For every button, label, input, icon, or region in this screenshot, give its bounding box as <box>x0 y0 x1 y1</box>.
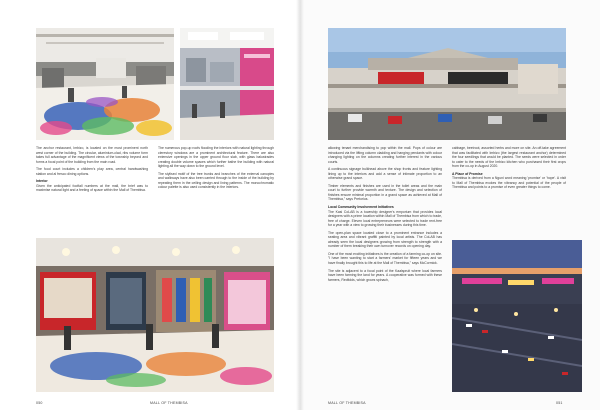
body-paragraph: The food court includes a children's play area, central handwashing station and al fresco dining options. <box>36 167 148 176</box>
body-paragraph: The open-plan space located close to a prominent entrance includes a seating area and vibrant graffiti painted by local artists. The CoLAB has already seen the local designers growing from strength to strength with a number of them breaking their own turnover records on opening day. <box>328 230 442 249</box>
left-page-column-2 <box>158 146 274 193</box>
body-paragraph: Thembisa is derived from a Nguni word meaning 'promise' or 'hope'. A visit to Mall of Thembisa evokes the vibrancy and potential of the people of Thembisa and points to a promise of even greater things to come. <box>452 176 566 190</box>
section-heading-community: Local Community Involvement Initiatives <box>328 205 394 210</box>
spine-gutter <box>296 0 304 410</box>
photo-mural-floor-interior <box>36 28 174 140</box>
body-paragraph: One of the most exciting initiatives is the creation of a farming co-op on site. "I have been wanting to start a farmers' market for fifteen years and we have finally brought this to life at the Mall of Thembisa," says McCormick. <box>328 251 442 266</box>
page-number-left: 050 <box>36 401 43 405</box>
right-page-column-1 <box>328 146 442 285</box>
page-number-right: 051 <box>556 401 563 405</box>
body-paragraph: The Kasi CoLAB is a township designer's emporium that provides local designers with a prime location within Mall of Thembisa from which to trade, free of charge. Eleven local entrepreneurs were selected to trade rent-free for a year with a view to growing their businesses during this time. <box>328 209 442 228</box>
section-heading-interior: Interior <box>36 179 48 184</box>
body-paragraph: Given the anticipated footfall numbers at the mall, the brief was to maximise natural light and a feeling of space within the Mall of Thembisa. <box>36 183 148 193</box>
body-paragraph: The stylised motif of the tree trunks and branches of the external canopies and walkways have also been carried through to the inside of the building by repeating them in the ceiling design and lining patterns. The monochromatic colour palette is also used consistently in the interiors. <box>158 171 274 190</box>
photo-fashion-store-interior <box>36 238 274 392</box>
photo-atrium-skylight <box>180 28 274 140</box>
running-footer-right: MALL OF THEMBISA <box>328 401 366 405</box>
left-page-column-1 <box>36 146 148 196</box>
body-paragraph: allowing tenant merchandising to pop within the mall. Pops of colour are introduced via the lifting column cladding and hanging pendants with colour changing lighting on the columns creating further interest in the various courts. <box>328 146 442 164</box>
body-paragraph: Timber elements and finishes are used in the toilet areas and the main court to further provide warmth and texture. The design and selection of finishes ensure minimal proportion in a grand space as achieved at Mall of Thembisa," says Pretorius. <box>328 183 442 202</box>
body-paragraph: The anchor restaurant, Imbizo, is located on the most prominent north west corner of the building. The circular, aluminium-clad, ribs volume form takes full advantage of the magnificent views of the township beyond and forms a focal point of the building from the main road. <box>36 146 148 164</box>
right-page <box>300 0 600 410</box>
body-paragraph: The site is adjacent to a focal point of the Kaalspruit where local farmers have been farming the land for years. A cooperative was formed with these farmers, Redfolds, which grows spinach, <box>328 268 442 282</box>
section-heading-promise: A Place of Promise <box>452 171 483 176</box>
body-paragraph: The numerous pop-up roofs flooding the interiors with natural lighting through clerestory windows are a prominent architectural feature. There are also extensive openings in the upper ground floor slab, with glass balustrades creating double volume spaces which further bathe the building with natural lighting all the way down to the ground level. <box>158 146 274 169</box>
photo-mall-exterior-day <box>328 28 566 140</box>
body-paragraph: A continuous signage bulkhead above the shop fronts and feature lighting lining up to the interiors and add a sense of intimate proportion to an otherwise grand space. <box>328 167 442 181</box>
body-paragraph: cabbage, beetroot, assorted herbs and more on site. An off-take agreement that was facilitated with Imbizo (the largest restaurant anchor) determined the four seedlings that would be planted. The seeds were selected in order to cater to the needs of the Imbizo kitchen who purchased their first crops from the co-op in August 2020. <box>452 146 566 169</box>
right-page-column-2 <box>452 146 566 193</box>
photo-mall-exterior-dusk <box>452 240 582 392</box>
running-footer-left: MALL OF THEMBISA <box>150 401 188 405</box>
